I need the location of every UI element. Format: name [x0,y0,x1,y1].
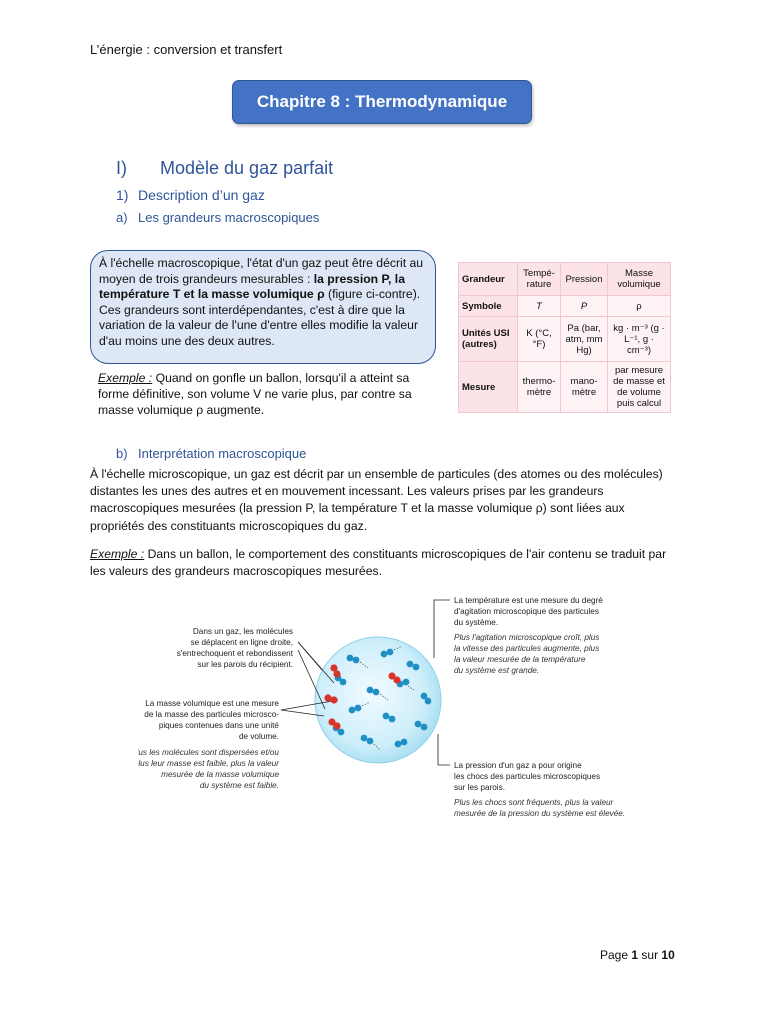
definition-callout [90,250,436,364]
table-row [459,296,671,317]
callout-text-end: (figure ci-contre). Ces grandeurs sont interdépendantes, c'est à dire que la variation de la valeur de l'une d'entre elles modifie la valeur d'au moins une des deux autres. [99,287,421,348]
quantities-table-wrap [458,262,671,413]
table-cell: K (°C, °F) [518,317,561,362]
running-header: L’énergie : conversion et transfert [90,42,283,57]
label-right-top [454,596,603,675]
table-header-cell: Tempé-rature [518,263,561,296]
subsub-b-number: b) [116,446,128,461]
label-left-top [177,627,294,669]
table-cell: par mesure de masse et de volume puis calcul [608,362,671,413]
figure-label-line: mesurée de la pression du système est élevée. [454,809,626,818]
label-right-bottom [454,761,625,818]
subsub-b-title: Interprétation macroscopique [138,446,307,461]
subsub-a-title: Les grandeurs macroscopiques [138,210,320,225]
callout-text-start: À l'échelle macroscopique, l'état d'un gaz peut être décrit au moyen de trois grandeurs mesurables : [99,256,424,286]
page-footer [600,948,675,962]
table-cell: P [561,296,608,317]
table-header-row [459,263,671,296]
figure-label-line: Plus l'agitation microscopique croît, plus [454,633,600,642]
example-1 [98,370,443,418]
gas-particles-figure [138,588,626,828]
callout-bold: la pression P, la température T et la masse volumique ρ [99,271,405,302]
footer-page-word: Page [600,948,629,962]
table-cell: mano-mètre [561,362,608,413]
gas-diagram [138,588,626,828]
label-left-mid [138,699,279,790]
figure-label-line: les chocs des particules microscopiques [454,772,601,781]
figure-label-line: de la masse des particules microsco- [144,710,279,719]
figure-label-line: Dans un gaz, les molécules [192,627,293,636]
figure-label-line: Plus les molécules sont dispersées et/ou [138,748,279,757]
footer-sur: sur [641,948,659,962]
figure-label-line: sur les parois. [454,783,505,792]
chapter-title: Chapitre 8 : Thermodynamique [256,92,508,111]
example-1-text: Quand on gonfle un ballon, lorsqu'il a atteint sa forme définitive, son volume V ne varie plus, par contre sa masse volumique ρ augmente. [98,371,412,417]
figure-label-line: du système est grande. [454,666,540,675]
table-cell: kg · m⁻³ (g · L⁻¹, g · cm⁻³) [608,317,671,362]
figure-label-line: La masse volumique est une mesure [145,699,279,708]
table-cell: thermo-mètre [518,362,561,413]
figure-label-line: du système est faible. [199,781,279,790]
example-2-label: Exemple : [90,547,145,561]
figure-label-line: s'entrechoquent et rebondissent [176,649,293,658]
figure-label-line: sur les parois du récipient. [197,660,293,669]
subsection-heading [116,187,265,203]
figure-label-line: la vitesse des particules augmente, plus [454,644,600,653]
section-heading [116,158,333,179]
figure-label-line: La température est une mesure du degré [454,596,603,605]
subsection-number: 1) [116,187,129,203]
subsubsection-heading-b [116,446,306,461]
example-2 [90,546,680,580]
footer-page-number: 1 [631,948,639,962]
paragraph-microscopic: À l'échelle microscopique, un gaz est décrit par un ensemble de particules (des atomes ou des molécules) distantes les unes des autres et en mouvement incessant. Les valeurs prises par les grandeurs macroscopiques mesurées (la pression P, la température T et la masse volumique ρ) sont liées aux propriétés des constituants microscopiques du gaz. [90,467,663,533]
table-row [459,362,671,413]
figure-label-line: la valeur mesurée de la température [454,655,586,664]
figure-label-line: se déplacent en ligne droite, [190,638,293,647]
table-header-cell: Grandeur [459,263,518,296]
example-2-text: Dans un ballon, le comportement des constituants microscopiques de l'air contenu se traduit par les valeurs des grandeurs macroscopiques mesurées. [90,547,667,579]
figure-label-line: de volume. [238,732,279,741]
subsub-a-number: a) [116,210,128,225]
chapter-title-box [232,80,532,124]
table-cell: ρ [608,296,671,317]
table-row-header: Symbole [459,296,518,317]
figure-label-line: mesurée de la masse volumique [161,770,279,779]
table-cell: T [518,296,561,317]
example-1-label: Exemple : [98,371,153,385]
figure-label-line: piques contenues dans une unité [158,721,279,730]
table-header-cell: Masse volumique [608,263,671,296]
table-header-cell: Pression [561,263,608,296]
figure-label-line: La pression d'un gaz a pour origine [454,761,582,770]
figure-label-line: du système. [454,618,499,627]
quantities-table [458,262,671,413]
table-cell: Pa (bar, atm, mm Hg) [561,317,608,362]
section-number: I) [116,158,127,178]
figure-label-line: plus leur masse est faible, plus la valeur [138,759,279,768]
figure-label-line: Plus les chocs sont fréquents, plus la valeur [454,798,614,807]
table-row-header: Unités USI (autres) [459,317,518,362]
figure-label-line: d'agitation microscopique des particules [454,607,599,616]
subsection-title: Description d’un gaz [138,187,265,203]
subsubsection-heading-a [116,210,319,225]
table-row-header: Mesure [459,362,518,413]
table-row [459,317,671,362]
section-title: Modèle du gaz parfait [160,158,334,178]
footer-total-pages: 10 [661,948,675,962]
